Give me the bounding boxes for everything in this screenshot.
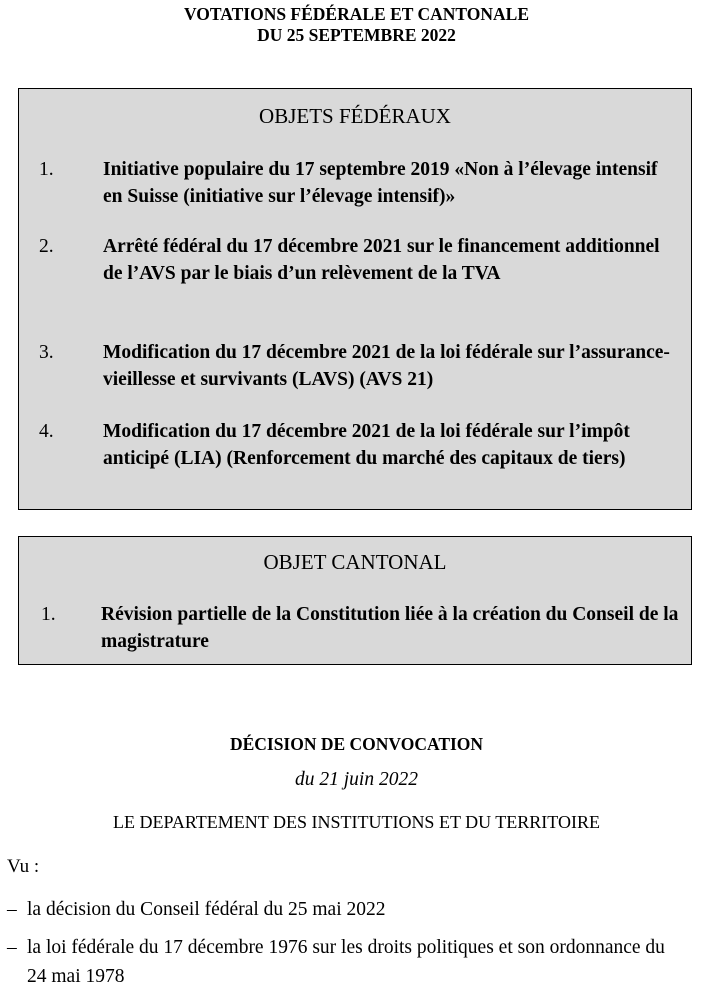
title-line-1: VOTATIONS FÉDÉRALE ET CANTONALE bbox=[183, 4, 530, 24]
item-number: 3. bbox=[39, 342, 54, 363]
item-text: Modification du 17 décembre 2021 de la loi fédérale sur l’impôt anticipé (LIA) (Renforcement du marché des capitaux de tiers) bbox=[103, 421, 630, 469]
page-title bbox=[0, 4, 713, 46]
item-text: Initiative populaire du 17 septembre 2019 «Non à l’élevage intensif en Suisse (initiative sur l’élevage intensif)» bbox=[103, 159, 658, 207]
federal-objects-heading: OBJETS FÉDÉRAUX bbox=[259, 104, 451, 128]
item-text: Révision partielle de la Constitution liée à la création du Conseil de la magistrature bbox=[101, 604, 679, 652]
item-text: Arrêté fédéral du 17 décembre 2021 sur le financement additionnel de l’AVS par le biais d’un relèvement de la TVA bbox=[103, 236, 660, 284]
federal-objects-box bbox=[18, 88, 692, 510]
item-number: 1. bbox=[39, 159, 54, 180]
decision-date: du 21 juin 2022 bbox=[295, 769, 418, 790]
title-line-2: DU 25 SEPTEMBRE 2022 bbox=[257, 25, 456, 45]
dash-bullet: – bbox=[7, 899, 17, 920]
decision-title: DÉCISION DE CONVOCATION bbox=[229, 734, 484, 754]
item-number: 1. bbox=[41, 604, 56, 625]
item-text: Modification du 17 décembre 2021 de la loi fédérale sur l’assurance-vieillesse et survivants (LAVS) (AVS 21) bbox=[103, 342, 670, 390]
item-number: 4. bbox=[39, 421, 54, 442]
cantonal-object-box bbox=[18, 536, 692, 665]
consideration-text: la décision du Conseil fédéral du 25 mai 2022 bbox=[27, 899, 386, 920]
cantonal-object-heading: OBJET CANTONAL bbox=[263, 550, 447, 574]
dash-bullet: – bbox=[7, 937, 17, 958]
department-name: LE DEPARTEMENT DES INSTITUTIONS ET DU TERRITOIRE bbox=[113, 812, 600, 832]
item-number: 2. bbox=[39, 236, 54, 257]
consideration-text: la loi fédérale du 17 décembre 1976 sur les droits politiques et son ordonnance du 24 mai 1978 bbox=[27, 937, 665, 987]
vu-label: Vu : bbox=[7, 856, 40, 877]
